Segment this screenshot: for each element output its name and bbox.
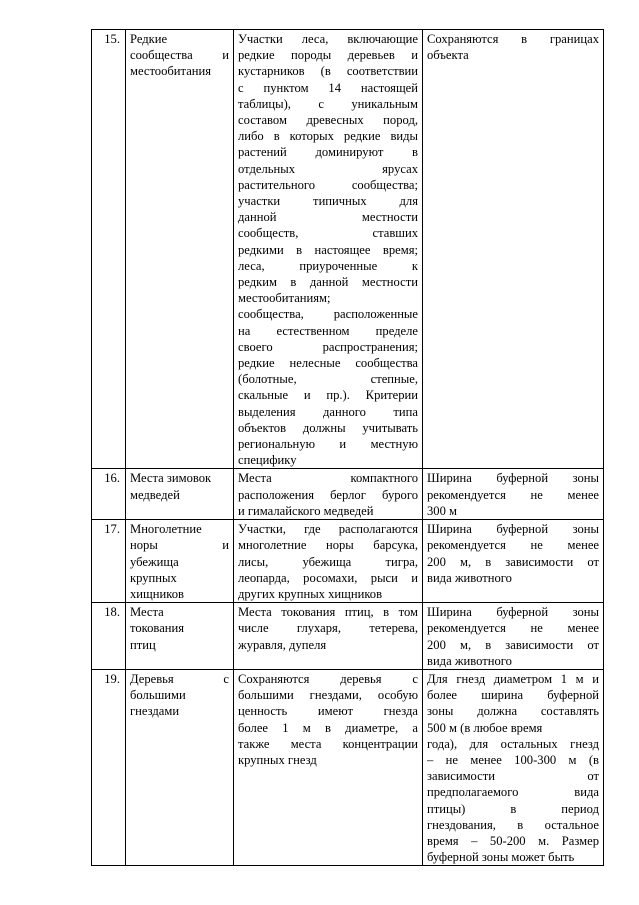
object-name-cell [126, 30, 234, 469]
text-line: объектов должны учитывать [238, 420, 418, 435]
text-line: гнездами [130, 704, 180, 719]
text-line: других крупных хищников [238, 586, 383, 601]
text-line: Многолетние [130, 522, 202, 537]
text-line: зависимости от [427, 769, 599, 784]
text-line: составом древесных пород, [238, 113, 418, 128]
text-line: на естественном пределе [238, 323, 418, 338]
object-name-cell [126, 469, 234, 520]
table-row [92, 469, 604, 520]
table-row [92, 669, 604, 865]
text-line: хищников [130, 586, 184, 601]
text-line: медведей [130, 487, 180, 502]
text-line: более ширина буферной [427, 688, 599, 703]
text-line: также места концентрации [238, 736, 418, 751]
text-line: рекомендуется не менее [427, 621, 599, 636]
text-line: сообществ, ставших [238, 226, 418, 241]
text-line: данной местности [238, 210, 418, 225]
text-line: большими [130, 688, 186, 703]
text-line: Ширина буферной зоны [427, 605, 599, 620]
text-line: рекомендуется не менее [427, 487, 599, 502]
text-line: токования [130, 621, 185, 636]
text-line: Места [130, 605, 164, 620]
text-line: гнездования, в остальное [427, 817, 599, 832]
text-line: Ширина буферной зоны [427, 471, 599, 486]
text-line: леопарда, росомахи, рыси и [238, 570, 418, 585]
text-line: редкие нелесные сообщества [238, 356, 418, 371]
text-line: крупных [130, 570, 177, 585]
text-line: выделения данного типа [238, 404, 418, 419]
protection-measure-cell [423, 603, 604, 670]
text-line: кустарников (в соответствии [238, 64, 418, 79]
row-number: 16. [92, 469, 126, 520]
text-line: (болотные, степные, [238, 372, 418, 387]
table-row [92, 603, 604, 670]
text-line: большими гнездами, особую [238, 688, 418, 703]
text-line: сообщества и [130, 48, 229, 63]
text-line: числе глухаря, тетерева, [238, 621, 418, 636]
object-description-cell [234, 520, 423, 603]
text-line: вида животного [427, 653, 512, 668]
row-number: 19. [92, 669, 126, 865]
text-line: птиц [130, 637, 156, 652]
text-line: специфику [238, 453, 297, 468]
object-description-cell [234, 603, 423, 670]
table-row [92, 520, 604, 603]
text-line: 300 м [427, 503, 458, 518]
protection-measure-cell [423, 469, 604, 520]
text-line: с пунктом 14 настоящей [238, 80, 418, 95]
text-line: Места зимовок [130, 471, 212, 486]
text-line: местообитаниям; [238, 291, 331, 306]
text-line: расположения берлог бурого [238, 487, 418, 502]
text-line: буферной зоны может быть [427, 850, 575, 865]
protection-measure-cell [423, 669, 604, 865]
text-line: норы и [130, 538, 229, 553]
text-line: отдельных ярусах [238, 161, 418, 176]
text-line: Редкие [130, 32, 168, 46]
text-line: зоны должна составлять [427, 704, 599, 719]
text-line: участки типичных для [238, 194, 418, 209]
object-name-cell [126, 520, 234, 603]
text-line: скальные и пр.). Критерии [238, 388, 418, 403]
text-line: и гималайского медведей [238, 503, 374, 518]
protection-measure-cell [423, 520, 604, 603]
text-line: 200 м, в зависимости от [427, 554, 599, 569]
text-line: 500 м (в любое время [427, 720, 543, 735]
text-line: Участки леса, включающие [238, 32, 418, 46]
protection-measure-cell [423, 30, 604, 469]
text-line: лисы, убежища тигра, [238, 554, 418, 569]
text-line: Сохраняются деревья с [238, 671, 418, 686]
text-line: 200 м, в зависимости от [427, 637, 599, 652]
text-line: растений доминируют в [238, 145, 418, 160]
text-line: местообитания [130, 64, 212, 79]
text-line: Места компактного [238, 471, 418, 486]
row-number: 17. [92, 520, 126, 603]
object-description-cell [234, 669, 423, 865]
text-line: Места токования птиц, в том [238, 605, 418, 620]
text-line: редким в данной местности [238, 275, 418, 290]
text-line: своего распространения; [238, 339, 418, 354]
row-number: 18. [92, 603, 126, 670]
text-line: рекомендуется не менее [427, 538, 599, 553]
text-line: сообщества, расположенные [238, 307, 418, 322]
text-line: Деревья с [130, 671, 229, 686]
text-line: леса, приуроченные к [238, 258, 418, 273]
text-line: более 1 м в диаметре, а [238, 720, 418, 735]
text-line: Участки, где располагаются [238, 522, 418, 537]
text-line: Сохраняются в границах [427, 32, 599, 46]
text-line: объекта [427, 48, 469, 63]
text-line: многолетние норы барсука, [238, 538, 418, 553]
table-row [92, 30, 604, 469]
species-protection-table [91, 29, 604, 866]
text-line: редкими в настоящее время; [238, 242, 418, 257]
text-line: журавля, дупеля [238, 637, 327, 652]
text-line: либо в которых редкие виды [238, 129, 418, 144]
object-name-cell [126, 603, 234, 670]
text-line: вида животного [427, 570, 512, 585]
text-line: года), для остальных гнезд [427, 736, 599, 751]
row-number: 15. [92, 30, 126, 469]
text-line: ценность имеют гнезда [238, 704, 418, 719]
text-line: предполагаемого вида [427, 785, 599, 800]
text-line: время – 50-200 м. Размер [427, 833, 599, 848]
text-line: растительного сообщества; [238, 177, 418, 192]
text-line: редкие породы деревьев и [238, 48, 418, 63]
text-line: региональную и местную [238, 437, 418, 452]
object-description-cell [234, 469, 423, 520]
text-line: Для гнезд диаметром 1 м и [427, 671, 599, 686]
text-line: убежища [130, 554, 179, 569]
object-description-cell [234, 30, 423, 469]
text-line: птицы) в период [427, 801, 599, 816]
text-line: таблицы), с уникальным [238, 96, 418, 111]
object-name-cell [126, 669, 234, 865]
text-line: Ширина буферной зоны [427, 522, 599, 537]
text-line: – не менее 100-300 м (в [427, 752, 599, 767]
text-line: крупных гнезд [238, 752, 317, 767]
